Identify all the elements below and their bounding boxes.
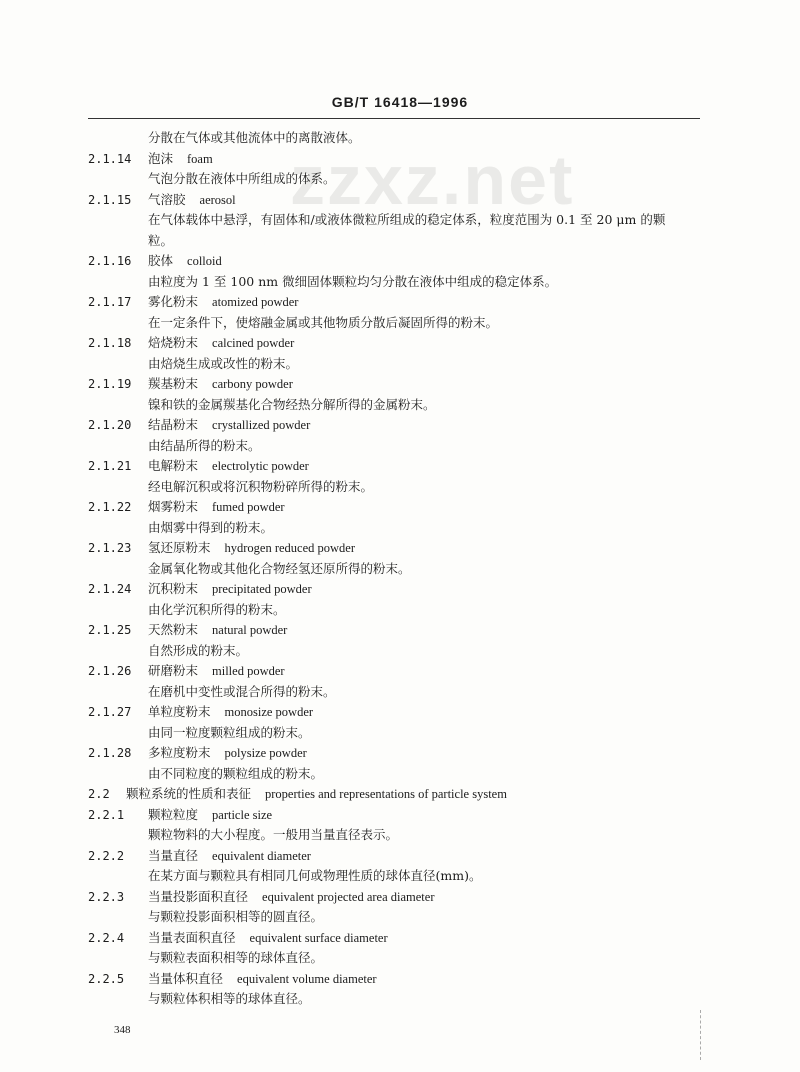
term-number: 2.2.2 <box>88 848 125 863</box>
definition-text: 在磨机中变性或混合所得的粉末。 <box>148 683 336 699</box>
term-definition-line <box>88 682 708 703</box>
term-zh: 结晶粉末 <box>148 417 199 432</box>
term-title <box>148 190 236 211</box>
term-entry <box>88 661 708 682</box>
term-number: 2.1.17 <box>88 295 132 309</box>
term-entry <box>88 456 708 477</box>
term-en: monosize powder <box>224 705 314 719</box>
term-title <box>148 969 377 990</box>
document-body <box>88 128 708 1010</box>
term-title <box>148 538 355 559</box>
definition-text: 在某方面与颗粒具有相同几何或物理性质的球体直径(mm)。 <box>148 868 482 883</box>
term-number: 2.1.18 <box>88 336 132 350</box>
section-title-en: properties and representations of particle system <box>265 787 507 801</box>
term-title <box>148 497 285 518</box>
term-entry <box>88 846 708 867</box>
term-en: milled powder <box>212 664 285 678</box>
term-title <box>148 846 311 867</box>
term-number: 2.2.1 <box>88 807 125 822</box>
term-title <box>148 702 313 723</box>
term-en: equivalent surface diameter <box>249 930 388 945</box>
term-entry <box>88 149 708 170</box>
term-number: 2.2.5 <box>88 971 125 986</box>
term-number: 2.1.25 <box>88 623 132 637</box>
term-number: 2.2.4 <box>88 930 125 945</box>
term-definition-line <box>88 600 708 621</box>
definition-text: 颗粒物料的大小程度。一般用当量直径表示。 <box>148 827 399 842</box>
intro-line <box>88 128 708 149</box>
term-en: natural powder <box>212 623 288 637</box>
term-entry <box>88 702 708 723</box>
term-definition-line <box>88 436 708 457</box>
term-zh: 颗粒粒度 <box>148 806 199 822</box>
term-entry <box>88 579 708 600</box>
term-definition-line <box>88 641 708 662</box>
term-number: 2.1.19 <box>88 377 132 391</box>
term-definition-line <box>88 723 708 744</box>
term-definition-line <box>88 313 708 334</box>
term-zh: 电解粉末 <box>148 458 199 473</box>
term-number: 2.1.14 <box>88 151 132 166</box>
definition-text: 经电解沉积或将沉积物粉碎所得的粉末。 <box>148 478 374 494</box>
term-zh: 当量体积直径 <box>148 970 224 986</box>
term-en: aerosol <box>199 192 236 207</box>
term-definition-line <box>88 210 708 231</box>
term-definition-line <box>88 518 708 539</box>
term-en: polysize powder <box>224 746 307 760</box>
definition-text: 金属氧化物或其他化合物经氢还原所得的粉末。 <box>148 560 411 576</box>
term-title <box>148 928 388 949</box>
term-title <box>148 415 310 436</box>
section-title <box>126 784 507 805</box>
term-definition-line <box>88 272 708 293</box>
term-zh: 当量投影面积直径 <box>148 888 249 904</box>
term-entry <box>88 620 708 641</box>
definition-text: 粒。 <box>148 232 174 248</box>
term-en: particle size <box>212 807 273 822</box>
term-definition-line <box>88 907 708 928</box>
definition-text: 由化学沉积所得的粉末。 <box>148 601 286 617</box>
term-entry <box>88 887 708 908</box>
term-zh: 焙烧粉末 <box>148 335 199 350</box>
term-zh: 氢还原粉末 <box>148 540 211 555</box>
definition-text: 由不同粒度的颗粒组成的粉末。 <box>148 765 324 781</box>
term-definition-line <box>88 231 708 252</box>
term-en: precipitated powder <box>212 582 312 596</box>
term-definition-line <box>88 764 708 785</box>
term-title <box>148 292 298 313</box>
term-entry <box>88 497 708 518</box>
definition-text: 气泡分散在液体中所组成的体系。 <box>148 171 336 186</box>
definition-text: 与颗粒投影面积相等的圆直径。 <box>148 909 324 924</box>
definition-text: 与颗粒体积相等的球体直径。 <box>148 991 311 1006</box>
term-en: equivalent diameter <box>212 848 311 863</box>
term-en: fumed powder <box>212 500 285 514</box>
term-definition-line <box>88 825 708 846</box>
term-entry <box>88 538 708 559</box>
page-header: GB/T 16418—1996 <box>331 94 469 110</box>
term-zh: 泡沫 <box>148 150 174 166</box>
term-entry <box>88 743 708 764</box>
term-title <box>148 333 294 354</box>
term-zh: 研磨粉末 <box>148 663 199 678</box>
term-zh: 天然粉末 <box>148 622 199 637</box>
term-zh: 气溶胶 <box>148 191 186 207</box>
term-zh: 多粒度粉末 <box>148 745 211 760</box>
term-definition-line <box>88 866 708 887</box>
definition-text: 由同一粒度颗粒组成的粉末。 <box>148 724 311 740</box>
term-entry <box>88 251 708 272</box>
term-number: 2.1.24 <box>88 582 132 596</box>
term-entry <box>88 928 708 949</box>
term-number: 2.1.26 <box>88 664 132 678</box>
term-title <box>148 805 272 826</box>
term-en: foam <box>187 151 213 166</box>
term-en: calcined powder <box>212 336 295 350</box>
term-definition-line <box>88 169 708 190</box>
definition-text: 自然形成的粉末。 <box>148 642 249 658</box>
term-title <box>148 620 287 641</box>
term-list-2-2 <box>88 805 708 1010</box>
term-entry <box>88 333 708 354</box>
section-heading <box>88 784 708 805</box>
term-number: 2.1.28 <box>88 746 132 760</box>
term-en: colloid <box>187 254 222 268</box>
term-title <box>148 374 293 395</box>
term-zh: 单粒度粉末 <box>148 704 211 719</box>
term-definition-line <box>88 559 708 580</box>
definition-text: 与颗粒表面积相等的球体直径。 <box>148 950 324 965</box>
term-en: electrolytic powder <box>212 459 309 473</box>
term-entry <box>88 969 708 990</box>
term-en: carbony powder <box>212 377 293 391</box>
term-number: 2.2.3 <box>88 889 125 904</box>
definition-text: 镍和铁的金属羰基化合物经热分解所得的金属粉末。 <box>148 396 436 412</box>
term-en: equivalent projected area diameter <box>262 889 435 904</box>
term-zh: 烟雾粉末 <box>148 499 199 514</box>
term-title <box>148 743 307 764</box>
term-entry <box>88 292 708 313</box>
term-definition-line <box>88 948 708 969</box>
header-rule <box>88 118 700 119</box>
page-number: 348 <box>114 1024 131 1036</box>
term-en: crystallized powder <box>212 418 311 432</box>
term-zh: 羰基粉末 <box>148 376 199 391</box>
term-definition-line <box>88 989 708 1010</box>
term-zh: 当量表面积直径 <box>148 929 236 945</box>
section-number: 2.2 <box>88 787 110 801</box>
term-number: 2.1.27 <box>88 705 132 719</box>
term-zh: 胶体 <box>148 253 174 268</box>
term-en: equivalent volume diameter <box>237 971 377 986</box>
term-title <box>148 456 309 477</box>
term-zh: 当量直径 <box>148 847 199 863</box>
term-list-2-1 <box>88 149 708 785</box>
term-entry <box>88 374 708 395</box>
definition-text: 由烟雾中得到的粉末。 <box>148 519 274 535</box>
term-zh: 沉积粉末 <box>148 581 199 596</box>
term-definition-line <box>88 354 708 375</box>
term-en: hydrogen reduced powder <box>224 541 356 555</box>
term-number: 2.1.22 <box>88 500 132 514</box>
definition-text: 由结晶所得的粉末。 <box>148 437 261 453</box>
term-en: atomized powder <box>212 295 299 309</box>
definition-text: 分散在气体或其他流体中的离散液体。 <box>148 130 361 145</box>
term-definition-line <box>88 477 708 498</box>
term-title <box>148 579 312 600</box>
scan-margin-mark <box>700 1010 707 1060</box>
term-entry <box>88 805 708 826</box>
term-number: 2.1.23 <box>88 541 132 555</box>
definition-text: 由焙烧生成或改性的粉末。 <box>148 355 299 371</box>
term-title <box>148 887 435 908</box>
term-definition-line <box>88 395 708 416</box>
term-title <box>148 251 222 272</box>
definition-text: 在气体载体中悬浮，有固体和/或液体微粒所组成的稳定体系，粒度范围为 0.1 至 20 μm 的颗 <box>148 212 666 227</box>
term-zh: 雾化粉末 <box>148 294 199 309</box>
section-title-zh: 颗粒系统的性质和表征 <box>126 786 252 801</box>
term-number: 2.1.16 <box>88 254 132 268</box>
term-title <box>148 149 213 170</box>
term-number: 2.1.20 <box>88 418 132 432</box>
term-title <box>148 661 285 682</box>
term-number: 2.1.21 <box>88 459 132 473</box>
definition-text: 在一定条件下，使熔融金属或其他物质分散后凝固所得的粉末。 <box>148 314 499 330</box>
term-entry <box>88 415 708 436</box>
term-entry <box>88 190 708 211</box>
watermark: zzxz.net <box>290 141 575 219</box>
definition-text: 由粒度为 1 至 100 nm 微细固体颗粒均匀分散在液体中组成的稳定体系。 <box>148 273 558 289</box>
term-number: 2.1.15 <box>88 192 132 207</box>
